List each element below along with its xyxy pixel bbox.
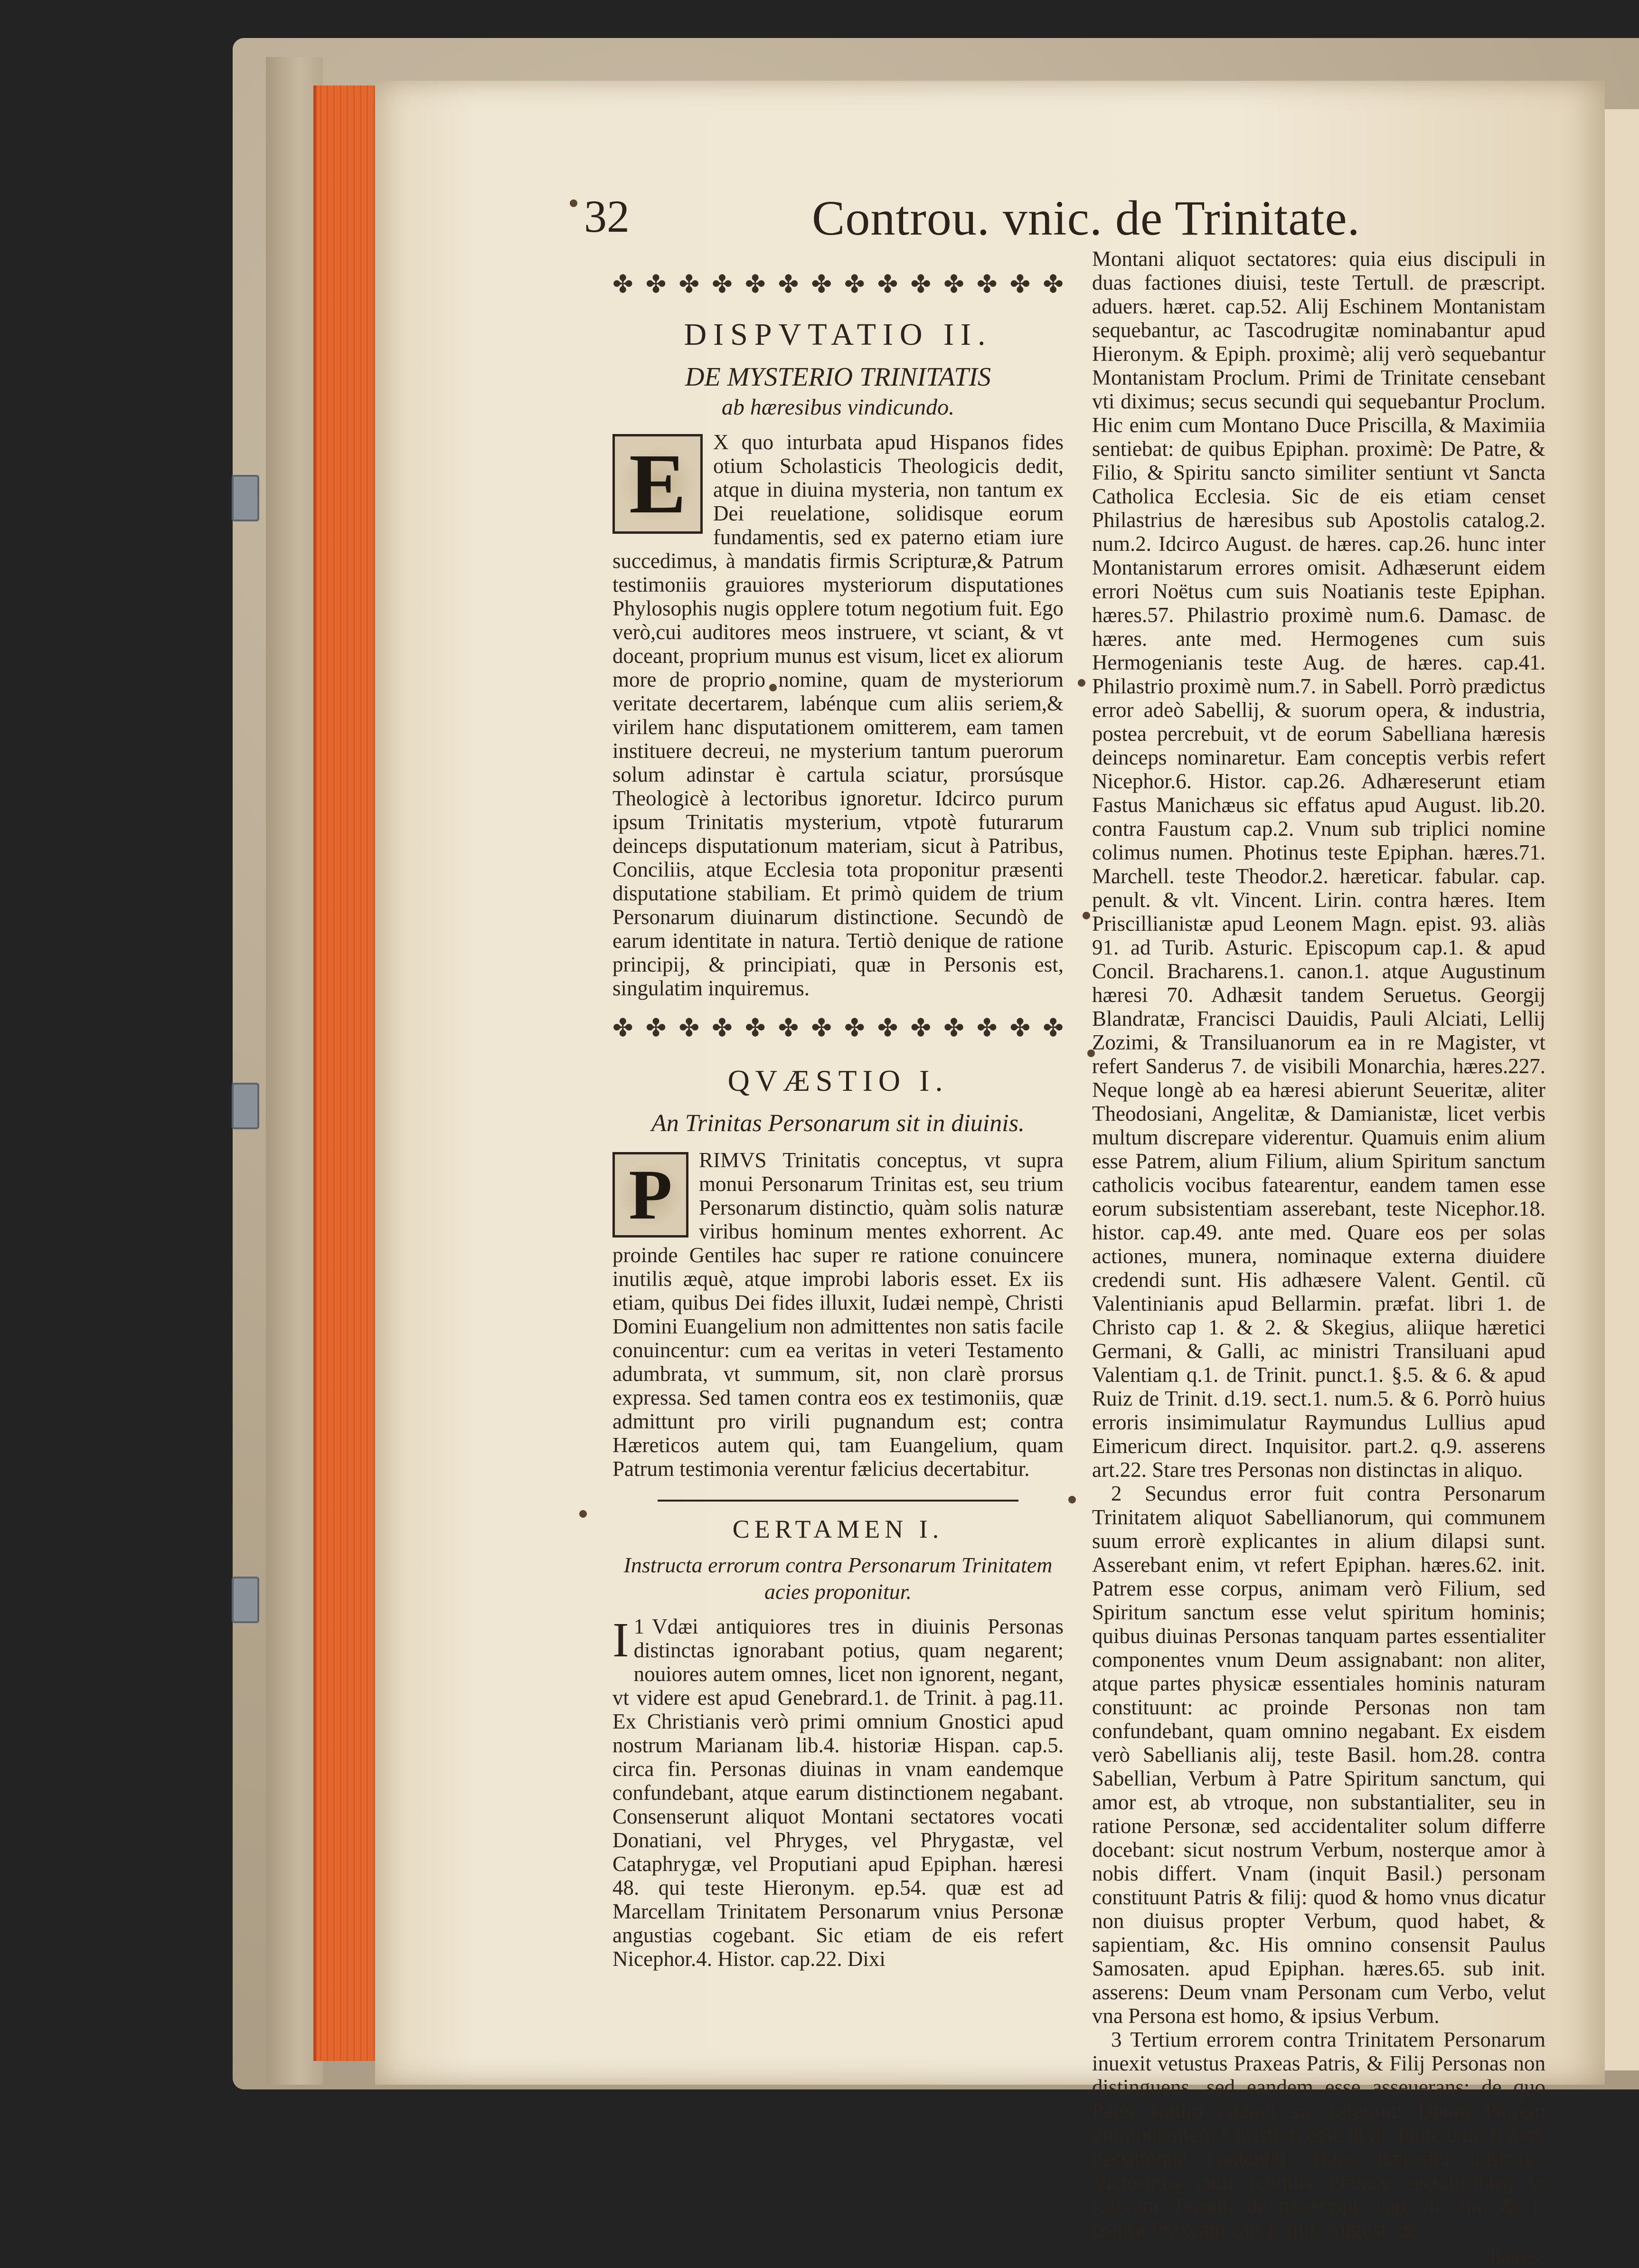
ornament-band: ✤ ✤ ✤ ✤ ✤ ✤ ✤ ✤ ✤ ✤ ✤ ✤ ✤ ✤	[612, 1015, 1064, 1042]
paragraph-3: 3 Tertium errorem contra Trinitatem Personarum inuexit vetustus Praxeas Patris, & Filij Personas non distinguens, sed eandem esse asseuerans: de quo Pater statim citandi sic referunt: Deum Patrem omnipotentem Christum esse dixit: hunc crucifixum, passumque contendit. Hanc hæresim adstruxit Victorinus cum reliquis Praxeæ sectatoribus, vt referunt Tertull. de præscript. cap vlt. fin. & 1. contra Praxeam cap.1. init. August. de	[1092, 2028, 1545, 2241]
wormhole	[570, 199, 577, 207]
wormhole	[579, 1510, 587, 1518]
intro-text: X quo inturbata apud Hispanos fides otium Scholasticis Theologicis dedit, atque in diuina mysteria, non tantum ex Dei reuelatione, solidisque eorum fundamentis, sed ex paterno etiam iure succedimus, à mandatis firmis Scripturæ,& Patrum testimoniis grauiores mysteriorum disputationes Phylosophis nugis opplere totum negotium fuit. Ego verò,cui auditores meos instruere, vt sciant, & vt doceant, proprium munus est visum, licet ex aliorum more de proprio nomine, quam de mysteriorum veritate decertarem, labénque cum aliis seriem,& virilem hanc disputationem omitterem, eam tamen instituere decreui, ne mysterium tantum puerorum solum adinstar è cartula sciatur, prorsúsque Theologicè à lectoribus ignoretur. Idcirco purum ipsum Trinitatis mysterium, vtpotè futurarum deinceps disputationum materiam, sicut à Patribus, Conciliis, atque Ecclesia tota proponitur præsenti disputatione stabiliam. Et primò quidem de trium Personarum diuinarum distinctione. Secundò de earum identitate in natura. Tertiò denique de ratione principij, & principiati, quæ in Personis est, singulatim inquiremus.	[612, 430, 1064, 1000]
paragraph-1-text: Vdæi antiquiores tres in diuinis Personas distinctas ignorabant potius, quam negarent; nouiores autem omnes, licet non ignorent, negant, vt videre est apud Genebrard.1. de Trinit. à pag.11. Ex Christianis verò primi omnium Gnostici apud nostrum Marianam lib.4. historiæ Hispan. cap.5. circa fin. Personas diuinas in vnam eandemque confundebant, atque earum distinctionem negabant. Consenserunt aliquot Montani sectatores vocati Donatiani, vel Phryges, vel Phrygastæ, vel Cataphrygæ, vel Proputiani apud Epiphan. hæresi 48. qui teste Hieronym. ep.54. quæ est ad Marcellam Trinitatem Personarum vnius Personæ angustias cogebant. Sic etiam de eis refert Nicephor.4. Histor. cap.22. Dixi	[612, 1615, 1064, 1971]
red-page-edges	[313, 85, 383, 2061]
decorated-initial-e: E	[612, 434, 703, 534]
initial-i: I	[612, 1613, 629, 1667]
metal-clasp-bottom	[232, 1577, 259, 1623]
paragraph-continued: Montani aliquot sectatores: quia eius discipuli in duas factiones diuisi, teste Tertull. de præscript. aduers. hæret. cap.52. Alij Eschinem Montanistam sequebantur, ac Tascodrugitæ nominabantur apud Hieronym. & Epiph. proximè; alij verò sequebantur Montanistam Proclum. Primi de Trinitate censebant vti diximus; secus secundi qui sequebantur Proclum. Hic enim cum Montano Duce Priscilla, & Maximiia sentiebat: de quibus Epiphan. proximè: De Patre, & Filio, & Spiritu sancto similiter sentiunt vt Sancta Catholica Ecclesia. Sic de eis etiam censet Philastrius de hæresibus sub Apostolis catalog.2. num.2. Idcirco August. de hæres. cap.26. hunc inter Montanistarum errores omisit. Adhæserunt eidem errori Noëtus cum suis Noatianis teste Epiphan. hæres.57. Philastrio proximè num.6. Damasc. de hæres. ante med. Hermogenes cum suis Hermogenianis teste Aug. de hæres. cap.41. Philastrio proximè num.7. in Sabell. Porrò prædictus error adeò Sabellij, & suorum opera, & industria, postea percrebuit, vt de eorum Sabelliana hæresis deinceps nominaretur. Eam conceptis verbis refert Nicephor.6. Histor. cap.26. Adhæreserunt etiam Fastus Manichæus sic effatus apud August. lib.20. contra Faustum cap.2. Vnum sub triplici nomine colimus numen. Photinus teste Epiphan. hæres.71. Marchell. teste Theodor.2. hæreticar. fabular. cap. penult. & vlt. Vincent. Lirin. contra hæres. Item Priscillianistæ apud Leonem Magn. epist. 93. aliàs 91. ad Turib. Asturic. Episcopum cap.1. & apud Concil. Bracharens.1. canon.1. atque Augustinum hæresi 70. Adhæsit tandem Seruetus. Georgij Blandratæ, Francisci Dauidis, Pauli Alciati, Lellij Zozimi, & Transiluanorum ea in re Magister, vt refert Sanderus 7. de visibili Monarchia, hæres.227. Neque longè ab ea hæresi abierunt Seueritæ, aliter Theodosiani, Angelitæ, & Damianistæ, licet verbis multum discrepare viderentur. Quamuis enim alium esse Patrem, alium Filium, alium Spiritum sanctum catholicis vocibus fatearentur, eandem tamen esse eorum subsistentiam asserebant, teste Nicephor.18. histor. cap.49. ante med. Quare eos per solas actiones, munera, nominaque externa diuidere credendi sunt. His adhæsere Valent. Gentil. cũ Valentinianis apud Bellarmin. præfat. libri 1. de Christo cap 1. & 2. & Skegius, aliique hæretici Germani, & Galli, ac ministri Transiluani apud Valentiam q.1. de Trinit. punct.1. §.5. & 6. & apud Ruiz de Trinit. d.19. sect.1. num.5. & 6. Porrò huius erroris insimimulatur Raymundus Lullius apud Eimericum direct. Inquisitor. part.2. q.9. asserens art.22. Stare tres Personas non distinctas in aliquo.	[1092, 247, 1545, 1482]
certamen-subtitle: Instructa errorum contra Personarum Trinitatem acies proponitur.	[623, 1553, 1053, 1604]
decorated-initial-p: P	[612, 1152, 688, 1238]
page-header	[584, 190, 1391, 252]
quaestio-text: RIMVS Trinitatis conceptus, vt supra monui Personarum Trinitas est, seu trium Personarum distinctio, quàm solis naturæ viribus hominum mentes exhorrent. Ac proinde Gentiles hac super re ratione conuincere inutilis æquè, atque improbi laboris esset. Ex iis etiam, quibus Dei fides illuxit, Iudæi nempè, Christi Domini Euangelium non admittentes non satis facile conuincentur: cum ea veritas in veteri Testamento adumbrata, vt summum, sit, non clarè prorsus expressa. Sed tamen contra eos ex testimoniis, quæ admittunt pro virili pugnandum est; contra Hæreticos autem qui, tam Euangelium, quam Patrum testimonia verentur fælicius decertabitur.	[612, 1148, 1064, 1481]
wormhole	[1078, 679, 1085, 687]
metal-clasp-top	[232, 475, 259, 521]
quaestio-title: QVÆSTIO I.	[727, 1064, 949, 1097]
disputatio-subtitle-2: ab hæresibus vindicundo.	[721, 395, 955, 420]
paragraph-number: 1	[633, 1615, 645, 1638]
quaestio-subtitle: An Trinitas Personarum sit in diuinis.	[651, 1110, 1025, 1137]
facing-page-edge	[1600, 109, 1639, 2070]
wormhole	[1083, 912, 1090, 919]
ornament-band: ✤ ✤ ✤ ✤ ✤ ✤ ✤ ✤ ✤ ✤ ✤ ✤ ✤ ✤	[612, 271, 1064, 298]
paragraph-2: 2 Secundus error fuit contra Personarum Trinitatem aliquot Sabellianorum, qui communem suum errorè explicantes in alium dilapsi sunt. Asserebant enim, vt refert Epiphan. hæres.62. init. Patrem esse corpus, animam verò Filium, sed Spiritum sanctum esse velut spiritum hominis; quibus diuinas Personas tanquam partes essentialiter componentes vnum Deum assignabant: non aliter, atque partes physicæ essentiales hominis naturam constituunt: ac proinde Personas non tam confundebant, quam omnino negabant. Ex eisdem verò Sabellianis alij, teste Basil. hom.28. contra Sabellian, Verbum à Patre Spiritum sanctum, qui amor est, ab vtroque, non substantialiter, seu in ratione Personæ, sed accidentaliter solum differre docebant: sicut nostrum Verbum, nosterque amor à nobis differt. Vnam (inquit Basil.) personam constituunt Patris & filij: quod & homo vnus dicatur non diuisus propter Verbum, quod habet, & sapientiam, &c. His omnino consensit Paulus Samosaten. apud Epiphan. hæres.65. sub init. asserens: Deum vnam Personam cum Verbo, velut vna Persona est homo, & ipsius Verbum.	[1092, 1482, 1545, 2028]
metal-clasp-middle	[232, 1083, 259, 1129]
disputatio-title: DISPVTATIO II.	[684, 317, 992, 352]
running-title: Controu. vnic. de Trinitate.	[812, 191, 1360, 246]
section-rule	[658, 1500, 1018, 1502]
quaestio-paragraph	[612, 1148, 1064, 1481]
page-number: 32	[584, 191, 630, 242]
paragraph-1	[612, 1615, 1064, 1971]
disputatio-subtitle: DE MYSTERIO TRINITATIS	[685, 362, 991, 392]
wormhole	[1068, 1496, 1076, 1503]
left-column	[612, 256, 1064, 1971]
intro-paragraph	[612, 430, 1064, 1000]
certamen-title: CERTAMEN I.	[732, 1515, 944, 1543]
right-column	[1092, 247, 1545, 2268]
catchword: hæres.	[1490, 2244, 1545, 2268]
